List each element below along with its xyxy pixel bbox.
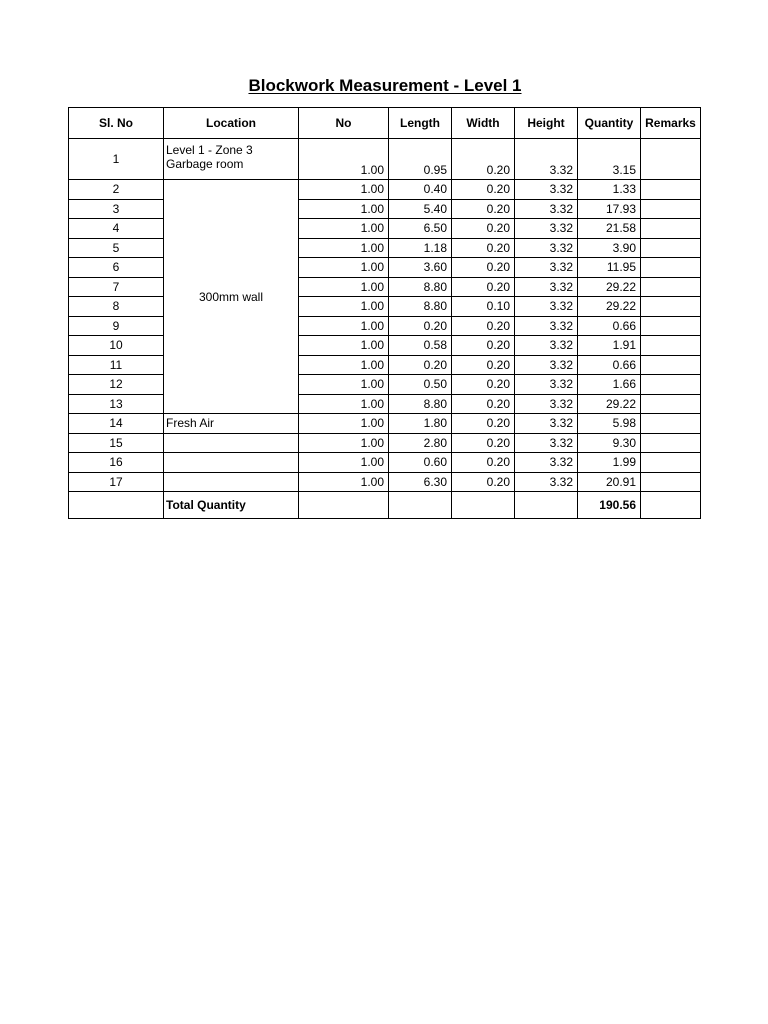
empty-cell [69, 492, 164, 519]
width-cell: 0.20 [452, 394, 515, 414]
width-cell: 0.20 [452, 316, 515, 336]
length-cell: 1.18 [389, 238, 452, 258]
height-cell: 3.32 [515, 355, 578, 375]
remarks-cell [641, 472, 701, 492]
length-cell: 0.60 [389, 453, 452, 473]
remarks-cell [641, 336, 701, 356]
length-cell: 6.30 [389, 472, 452, 492]
no-cell: 1.00 [299, 199, 389, 219]
width-cell: 0.20 [452, 414, 515, 434]
location-cell [164, 453, 299, 473]
remarks-cell [641, 414, 701, 434]
length-cell: 0.50 [389, 375, 452, 395]
location-cell [164, 139, 299, 180]
height-cell: 3.32 [515, 219, 578, 239]
sl-no-cell: 3 [69, 199, 164, 219]
location-line: Level 1 - Zone 3 [166, 143, 253, 157]
remarks-cell [641, 219, 701, 239]
height-cell: 3.32 [515, 414, 578, 434]
table-row [69, 199, 701, 219]
length-cell: 8.80 [389, 297, 452, 317]
remarks-cell [641, 355, 701, 375]
table-row [69, 336, 701, 356]
measurement-table [68, 107, 701, 519]
quantity-cell: 3.90 [578, 238, 641, 258]
quantity-cell: 29.22 [578, 297, 641, 317]
height-cell: 3.32 [515, 180, 578, 200]
width-cell: 0.20 [452, 277, 515, 297]
sl-no-cell: 4 [69, 219, 164, 239]
quantity-cell: 1.91 [578, 336, 641, 356]
remarks-cell [641, 139, 701, 180]
empty-cell [515, 492, 578, 519]
no-cell: 1.00 [299, 277, 389, 297]
height-cell: 3.32 [515, 453, 578, 473]
remarks-cell [641, 238, 701, 258]
location-cell [164, 433, 299, 453]
remarks-cell [641, 453, 701, 473]
no-cell: 1.00 [299, 472, 389, 492]
width-cell: 0.20 [452, 219, 515, 239]
no-cell: 1.00 [299, 453, 389, 473]
no-cell: 1.00 [299, 336, 389, 356]
length-cell: 5.40 [389, 199, 452, 219]
no-cell: 1.00 [299, 238, 389, 258]
no-cell: 1.00 [299, 219, 389, 239]
table-row [69, 472, 701, 492]
no-cell: 1.00 [299, 394, 389, 414]
total-row [69, 492, 701, 519]
total-label: Total Quantity [164, 492, 299, 519]
sl-no-cell: 7 [69, 277, 164, 297]
length-cell: 0.58 [389, 336, 452, 356]
height-cell: 3.32 [515, 258, 578, 278]
width-cell: 0.20 [452, 433, 515, 453]
quantity-cell: 29.22 [578, 394, 641, 414]
height-cell: 3.32 [515, 316, 578, 336]
remarks-cell [641, 180, 701, 200]
length-cell: 0.40 [389, 180, 452, 200]
sl-no-cell: 5 [69, 238, 164, 258]
no-cell: 1.00 [299, 180, 389, 200]
header-length: Length [389, 108, 452, 139]
no-cell: 1.00 [299, 258, 389, 278]
remarks-cell [641, 316, 701, 336]
header-width: Width [452, 108, 515, 139]
width-cell: 0.20 [452, 139, 515, 180]
remarks-cell [641, 199, 701, 219]
width-cell: 0.20 [452, 472, 515, 492]
quantity-cell: 0.66 [578, 316, 641, 336]
quantity-cell: 1.33 [578, 180, 641, 200]
length-cell: 2.80 [389, 433, 452, 453]
length-cell: 3.60 [389, 258, 452, 278]
sl-no-cell: 6 [69, 258, 164, 278]
table-row [69, 453, 701, 473]
no-cell: 1.00 [299, 297, 389, 317]
width-cell: 0.20 [452, 199, 515, 219]
sl-no-cell: 9 [69, 316, 164, 336]
quantity-cell: 0.66 [578, 355, 641, 375]
height-cell: 3.32 [515, 472, 578, 492]
remarks-cell [641, 258, 701, 278]
height-cell: 3.32 [515, 375, 578, 395]
width-cell: 0.10 [452, 297, 515, 317]
remarks-cell [641, 277, 701, 297]
width-cell: 0.20 [452, 180, 515, 200]
table-row [69, 297, 701, 317]
sl-no-cell: 14 [69, 414, 164, 434]
quantity-cell: 9.30 [578, 433, 641, 453]
table-row [69, 316, 701, 336]
width-cell: 0.20 [452, 238, 515, 258]
quantity-cell: 3.15 [578, 139, 641, 180]
empty-cell [299, 492, 389, 519]
no-cell: 1.00 [299, 375, 389, 395]
sl-no-cell: 17 [69, 472, 164, 492]
quantity-cell: 1.99 [578, 453, 641, 473]
quantity-cell: 20.91 [578, 472, 641, 492]
no-cell: 1.00 [299, 139, 389, 180]
table-row [69, 139, 701, 180]
height-cell: 3.32 [515, 433, 578, 453]
quantity-cell: 11.95 [578, 258, 641, 278]
quantity-cell: 29.22 [578, 277, 641, 297]
header-quantity: Quantity [578, 108, 641, 139]
width-cell: 0.20 [452, 355, 515, 375]
remarks-cell [641, 297, 701, 317]
table-row [69, 394, 701, 414]
no-cell: 1.00 [299, 433, 389, 453]
table-row [69, 258, 701, 278]
width-cell: 0.20 [452, 375, 515, 395]
length-cell: 6.50 [389, 219, 452, 239]
height-cell: 3.32 [515, 238, 578, 258]
length-cell: 0.95 [389, 139, 452, 180]
sl-no-cell: 8 [69, 297, 164, 317]
sl-no-cell: 13 [69, 394, 164, 414]
height-cell: 3.32 [515, 139, 578, 180]
table-row [69, 375, 701, 395]
height-cell: 3.32 [515, 394, 578, 414]
header-row [69, 108, 701, 139]
sl-no-cell: 15 [69, 433, 164, 453]
quantity-cell: 21.58 [578, 219, 641, 239]
sl-no-cell: 12 [69, 375, 164, 395]
total-quantity: 190.56 [578, 492, 641, 519]
location-cell-merged: 300mm wall [164, 180, 299, 414]
width-cell: 0.20 [452, 453, 515, 473]
page-title: Blockwork Measurement - Level 1 [248, 76, 522, 95]
table-row [69, 414, 701, 434]
remarks-cell [641, 433, 701, 453]
remarks-cell [641, 394, 701, 414]
header-location: Location [164, 108, 299, 139]
header-remarks: Remarks [641, 108, 701, 139]
header-no: No [299, 108, 389, 139]
remarks-cell [641, 375, 701, 395]
location-cell: Fresh Air [164, 414, 299, 434]
length-cell: 0.20 [389, 316, 452, 336]
location-cell [164, 472, 299, 492]
length-cell: 8.80 [389, 277, 452, 297]
sl-no-cell: 10 [69, 336, 164, 356]
no-cell: 1.00 [299, 355, 389, 375]
quantity-cell: 1.66 [578, 375, 641, 395]
quantity-cell: 17.93 [578, 199, 641, 219]
no-cell: 1.00 [299, 316, 389, 336]
table-row [69, 355, 701, 375]
sl-no-cell: 16 [69, 453, 164, 473]
empty-cell [389, 492, 452, 519]
header-sl-no: Sl. No [69, 108, 164, 139]
sl-no-cell: 11 [69, 355, 164, 375]
sl-no-cell: 1 [69, 139, 164, 180]
height-cell: 3.32 [515, 297, 578, 317]
width-cell: 0.20 [452, 336, 515, 356]
length-cell: 1.80 [389, 414, 452, 434]
table-row [69, 219, 701, 239]
table-row [69, 238, 701, 258]
length-cell: 0.20 [389, 355, 452, 375]
location-line: Garbage room [166, 157, 244, 171]
empty-cell [452, 492, 515, 519]
quantity-cell: 5.98 [578, 414, 641, 434]
empty-cell [641, 492, 701, 519]
length-cell: 8.80 [389, 394, 452, 414]
width-cell: 0.20 [452, 258, 515, 278]
sl-no-cell: 2 [69, 180, 164, 200]
header-height: Height [515, 108, 578, 139]
height-cell: 3.32 [515, 336, 578, 356]
table-row [69, 277, 701, 297]
height-cell: 3.32 [515, 277, 578, 297]
table-row [69, 180, 701, 200]
table-row [69, 433, 701, 453]
height-cell: 3.32 [515, 199, 578, 219]
no-cell: 1.00 [299, 414, 389, 434]
